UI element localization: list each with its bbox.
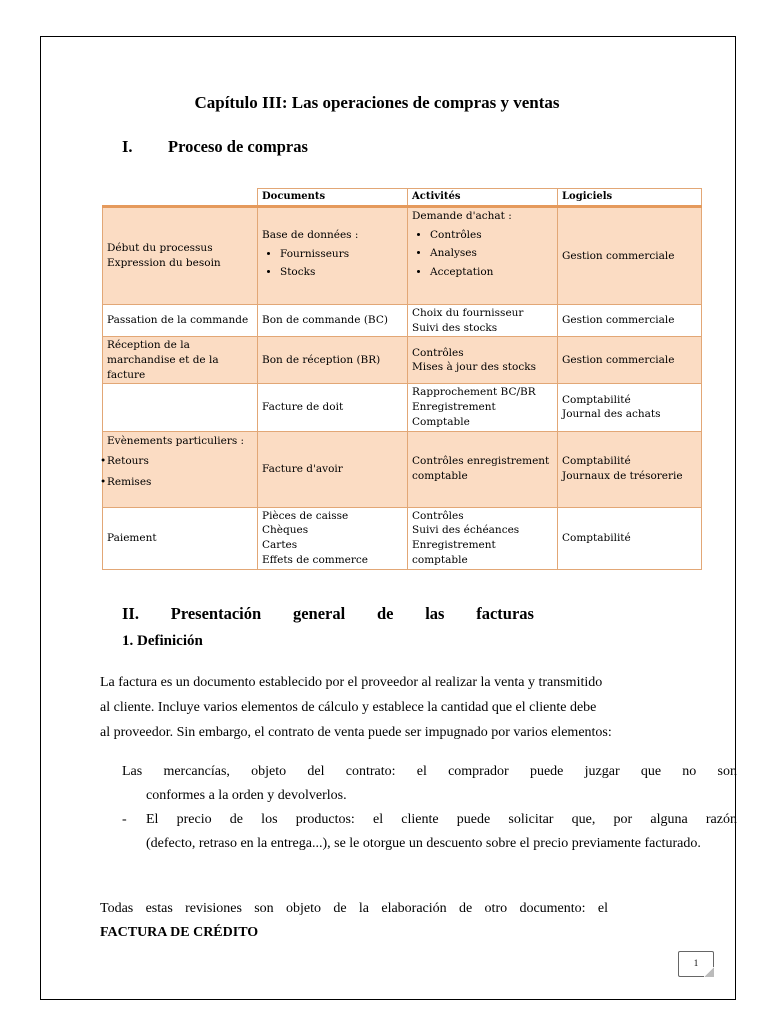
table-cell (103, 384, 258, 431)
table-cell (558, 431, 702, 507)
list-item-rest: (defecto, retraso en la entrega...), se le otorgue un descuento sobre el precio previamente facturado. (146, 836, 701, 851)
cell-line: Choix du fournisseur (412, 307, 524, 319)
section-title: Proceso de compras (168, 137, 308, 156)
table-cell (258, 305, 408, 337)
bullet-list (107, 454, 253, 489)
table-cell (408, 305, 558, 337)
table-cell (258, 384, 408, 431)
cell-line: Pièces de caisse (262, 509, 349, 522)
table-header-row (103, 189, 702, 207)
objections-list (122, 760, 737, 856)
list-item-first-line: Las mercancías, objeto del contrato: el comprador puede juzgar que no son (122, 764, 737, 779)
cell-line: Journal des achats (562, 408, 661, 421)
heading-word: Presentación (170, 604, 262, 623)
table-cell (258, 507, 408, 569)
table-cell (258, 431, 408, 507)
table-header-logiciels: Logiciels (558, 189, 702, 207)
table-cell (103, 431, 258, 507)
dash-bullet: - (122, 812, 127, 827)
list-item (122, 808, 737, 856)
subsection-number: 1. (122, 633, 134, 649)
bullet-list (412, 228, 553, 280)
list-item-rest: conformes a la orden y devolverlos. (146, 788, 347, 803)
heading-word: de (376, 604, 394, 623)
cell-line: Demande d'achat : (412, 210, 512, 222)
table-cell (408, 207, 558, 305)
cell-line: Suivi des échéances (412, 524, 520, 537)
cell-line: Expression du besoin (107, 257, 221, 269)
closing-paragraph (100, 897, 608, 945)
chapter-title: Capítulo III: Las operaciones de compras y ventas (194, 93, 560, 112)
section-number: I. (122, 137, 133, 156)
table-cell (408, 384, 558, 431)
table-row (103, 207, 702, 305)
cell-line: Enregistrement comptable (412, 539, 496, 566)
paragraph-line: La factura es un documento establecido por el proveedor al realizar la venta y transmitido (100, 675, 603, 690)
heading-word: facturas (476, 604, 534, 623)
cell-line: Cartes (262, 539, 298, 551)
table-cell (408, 337, 558, 384)
paragraph-line: al cliente. Incluye varios elementos de cálculo y establece la cantidad que el cliente debe (100, 700, 597, 715)
cell-line: Bon de réception (BR) (262, 354, 381, 367)
page-number: 1 (678, 951, 714, 977)
cell-line: Comptabilité (562, 393, 631, 406)
bullet-list (262, 247, 403, 280)
list-item: • Stocks (280, 265, 403, 280)
list-item: • Analyses (430, 246, 553, 261)
list-item (122, 760, 737, 808)
cell-line: Chèques (262, 524, 309, 537)
cell-line: Début du processus (107, 242, 213, 255)
definition-paragraph (100, 670, 680, 745)
cell-line: Gestion commerciale (562, 354, 675, 367)
table-cell (558, 507, 702, 569)
heading-word: general (292, 604, 346, 623)
cell-line: Evènements particuliers : (107, 434, 245, 447)
cell-line: Gestion commerciale (562, 249, 675, 262)
cell-line: Suivi des stocks (412, 321, 498, 334)
cell-line: Effets de commerce (262, 553, 368, 566)
cell-line: Facture d'avoir (262, 462, 343, 475)
section-number: II. (122, 604, 139, 623)
list-item: • Remises (107, 475, 253, 490)
table-cell (558, 207, 702, 305)
table-row (103, 431, 702, 507)
cell-line: Journaux de trésorerie (562, 470, 683, 482)
cell-line: Facture de doit (262, 401, 344, 414)
cell-line: Contrôles enregistrement (412, 455, 550, 468)
closing-bold-term: FACTURA DE CRÉDITO (100, 925, 259, 940)
cell-line: Contrôles (412, 346, 464, 359)
table-cell (258, 337, 408, 384)
cell-line: Comptabilité (562, 455, 631, 468)
list-item: • Contrôles (430, 228, 553, 243)
cell-line: Contrôles (412, 509, 464, 522)
cell-line: facture (107, 368, 146, 381)
cell-line: Rapprochement BC/BR (412, 386, 536, 399)
table-header-documents: Documents (258, 189, 408, 207)
list-item: • Fournisseurs (280, 247, 403, 262)
table-cell (558, 337, 702, 384)
table-cell (558, 384, 702, 431)
list-item: • Acceptation (430, 265, 553, 280)
cell-line: Base de données : (262, 228, 359, 241)
cell-line: Paiement (107, 531, 157, 544)
table-cell (103, 207, 258, 305)
cell-line: Passation de la commande (107, 314, 249, 327)
list-item-first-line: El precio de los productos: el cliente puede solicitar que, por alguna razón (146, 812, 737, 827)
closing-line: Todas estas revisiones son objeto de la elaboración de otro documento: el (100, 901, 608, 916)
section-heading-compras (122, 137, 308, 157)
paragraph-line: al proveedor. Sin embargo, el contrato de venta puede ser impugnado por varios elementos: (100, 725, 612, 740)
table-cell (408, 507, 558, 569)
table-header-activites: Activités (408, 189, 558, 207)
table-row (103, 384, 702, 431)
table-cell (103, 507, 258, 569)
cell-line: Enregistrement Comptable (412, 401, 496, 428)
table-row (103, 507, 702, 569)
cell-line: Réception de la (107, 339, 190, 352)
table-cell (408, 431, 558, 507)
cell-line: comptable (412, 470, 468, 482)
table-cell (103, 305, 258, 337)
heading-word: las (425, 604, 445, 623)
cell-line: Gestion commerciale (562, 314, 675, 327)
cell-line: Bon de commande (BC) (262, 314, 388, 327)
table-cell (558, 305, 702, 337)
table-header-empty (103, 189, 258, 207)
cell-line: marchandise et de la (107, 354, 219, 367)
table-cell (103, 337, 258, 384)
table-cell (258, 207, 408, 305)
cell-line: Mises à jour des stocks (412, 361, 536, 374)
purchase-process-table (102, 188, 702, 570)
list-item: • Retours (107, 454, 253, 469)
subsection-heading (122, 633, 203, 650)
subsection-title: Definición (137, 633, 203, 649)
cell-line: Comptabilité (562, 531, 631, 544)
table-row (103, 337, 702, 384)
section-heading-facturas (122, 604, 534, 624)
table-row (103, 305, 702, 337)
